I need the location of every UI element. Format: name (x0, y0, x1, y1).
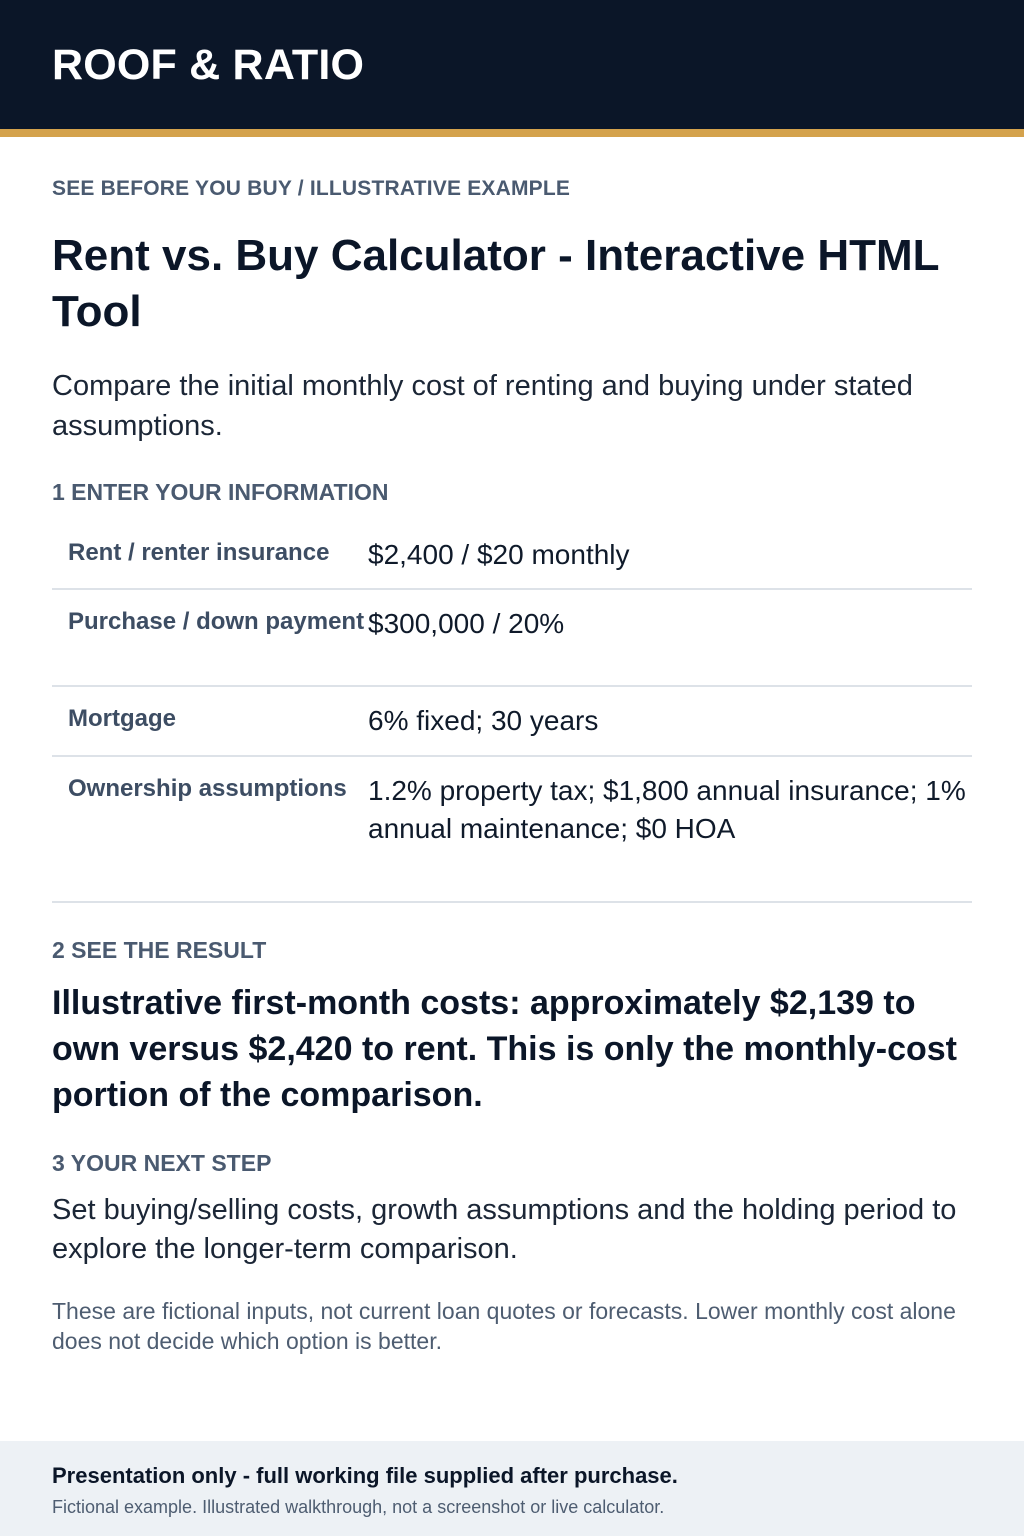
section-label-next-step: 3 YOUR NEXT STEP (52, 1150, 272, 1176)
footer-sub-text: Fictional example. Illustrated walkthrough, not a screenshot or live calculator. (52, 1497, 665, 1517)
row-value: $300,000 / 20% (368, 608, 565, 639)
result-statement: Illustrative first-month costs: approximately $2,139 to own versus $2,420 to rent. This is only the monthly-cost portion of the comparison. (52, 984, 957, 1114)
row-key: Ownership assumptions (68, 775, 347, 802)
table-row (52, 521, 972, 590)
row-value: 6% fixed; 30 years (368, 705, 599, 736)
eyebrow-label: SEE BEFORE YOU BUY / ILLUSTRATIVE EXAMPLE (52, 177, 571, 200)
row-key: Rent / renter insurance (68, 539, 330, 566)
disclaimer-text: These are fictional inputs, not current loan quotes or forecasts. Lower monthly cost alone does not decide which option is better. (52, 1298, 956, 1354)
site-header (0, 0, 1024, 137)
section-label-result: 2 SEE THE RESULT (52, 937, 267, 963)
page-title: Rent vs. Buy Calculator - Interactive HTML Tool (52, 231, 939, 336)
next-step-text: Set buying/selling costs, growth assumptions and the holding period to explore the longer-term comparison. (52, 1194, 957, 1265)
site-footer (0, 1441, 1024, 1536)
footer-main-text: Presentation only - full working file supplied after purchase. (52, 1463, 678, 1488)
page-subtitle: Compare the initial monthly cost of renting and buying under stated assumptions. (52, 370, 913, 442)
row-value: 1.2% property tax; $1,800 annual insurance; 1% annual maintenance; $0 HOA (368, 775, 966, 844)
table-row (52, 687, 972, 757)
table-row (52, 757, 972, 903)
row-value: $2,400 / $20 monthly (368, 539, 630, 570)
table-row (52, 590, 972, 687)
information-table (52, 521, 972, 903)
brand-logo-text[interactable]: ROOF & RATIO (52, 41, 365, 89)
row-key: Mortgage (68, 705, 176, 732)
row-key: Purchase / down payment (68, 608, 365, 635)
section-label-enter-info: 1 ENTER YOUR INFORMATION (52, 479, 389, 505)
